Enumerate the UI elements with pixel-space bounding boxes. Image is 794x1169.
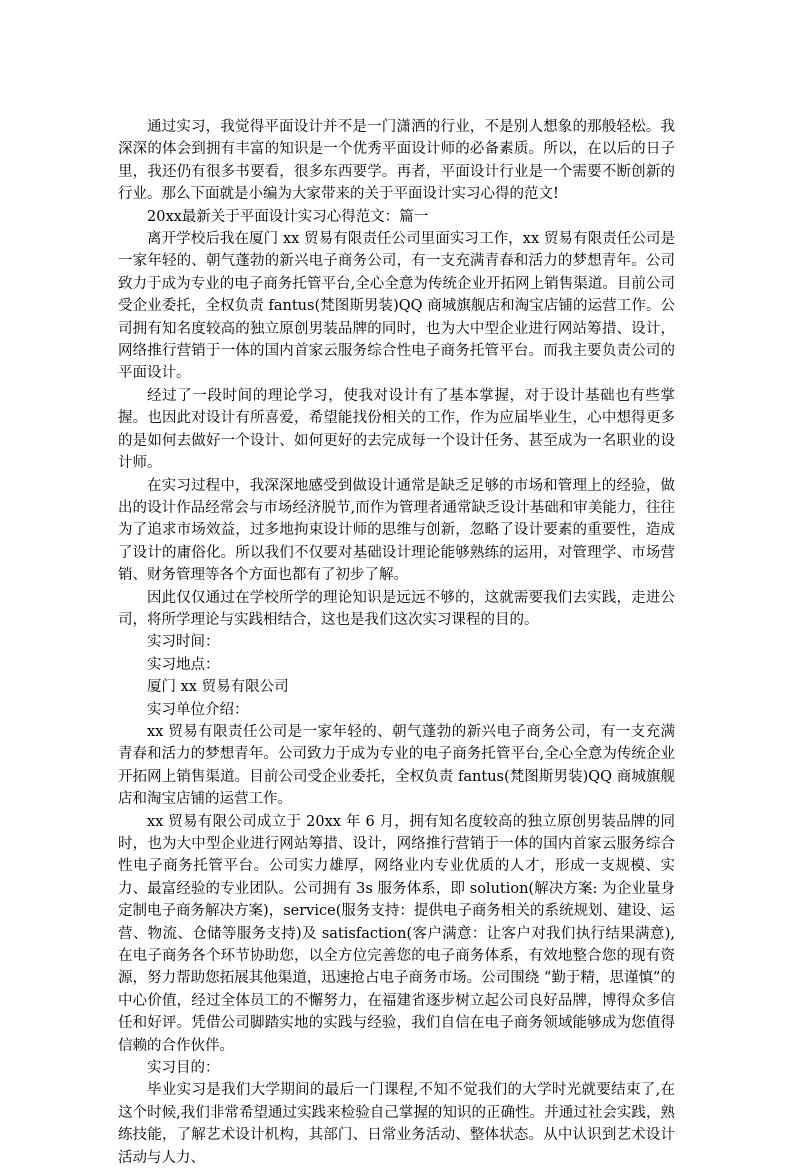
paragraph-practice-purpose: 因此仅仅通过在学校所学的理论知识是远远不够的，这就需要我们去实践，走进公司，将所学理论与实践相结合，这也是我们这次实习课程的目的。 [118,589,675,628]
label-internship-time: 实习时间： [147,634,220,651]
document-body [118,116,675,1169]
paragraph-company-history: xx 贸易有限公司成立于 20xx 年 6 月，拥有知名度较高的独立原创男装品牌的同时，也为大中型企业进行网站筹措、设计，网络推行营销于一体的国内首家云服务综合性电子商务托管平台。公司实力雄厚，网络业内专业优质的人才，形成一支规模、实力、最富经验的专业团队。公司拥有 3s 服务体系，即 solution(解决方案: 为企业量身定制电子商务解决方案)，service(服务支持：提供电子商务相关的系统规划、建设、运营、物流、仓储等服务支持)及 satisfaction(客户满意：让客户对我们执行结果满意),在电子商务各个环节协助您，以全方位完善您的电子商务体系，有效地整合您的现有资源，努力帮助您拓展其他渠道，迅速抢占电子商务市场。公司围绕 “勤于精，思谨慎”的中心价值，经过全体员工的不懈努力，在福建省逐步树立起公司良好品牌，博得众多信任和好评。凭借公司脚踏实地的实践与经验，我们自信在电子商务领域能够成为您值得信赖的合作伙伴。 [118,813,675,1054]
paragraph-article-title: 20xx最新关于平面设计实习心得范文：篇一 [147,208,429,225]
value-internship-location: 厦门 xx 贸易有限公司 [147,679,289,696]
paragraph-internship-process: 在实习过程中，我深深地感受到做设计通常是缺乏足够的市场和管理上的经验，做出的设计作品经常会与市场经济脱节,而作为管理者通常缺乏设计基础和审美能力，往往为了追求市场效益，过多地拘束设计师的思维与创新，忽略了设计要素的重要性，造成了设计的庸俗化。所以我们不仅要对基础设计理论能够熟练的运用，对管理学、市场营销、财务管理等各个方面也都有了初步了解。 [118,477,675,584]
paragraph-unit-introduction: xx 贸易有限责任公司是一家年轻的、朝气蓬勃的新兴电子商务公司，有一支充满青春和活力的梦想青年。公司致力于成为专业的电子商务托管平台,全心全意为传统企业开拓网上销售渠道。目前公司受企业委托，全权负责 fantus(梵图斯男装)QQ 商城旗舰店和淘宝店铺的运营工作。 [118,723,675,808]
label-unit-introduction: 实习单位介绍： [147,701,249,718]
label-internship-location: 实习地点： [147,656,220,673]
paragraph-intro: 通过实习，我觉得平面设计并不是一门潇洒的行业，不是别人想象的那般轻松。我深深的体会到拥有丰富的知识是一个优秀平面设计师的必备素质。所以，在以后的日子里，我还仍有很多书要看，很多东西要学。再者，平面设计行业是一个需要不断创新的行业。那么下面就是小编为大家带来的关于平面设计实习心得的范文! [118,119,675,203]
paragraph-theory-study: 经过了一段时间的理论学习，使我对设计有了基本掌握，对于设计基础也有些掌握。也因此对设计有所喜爱，希望能找份相关的工作，作为应届毕业生，心中想得更多的是如何去做好一个设计、如何更好的去完成每一个设计任务、甚至成为一名职业的设计师。 [118,387,675,472]
label-internship-goal: 实习目的： [147,1060,220,1077]
paragraph-company-intro: 离开学校后我在厦门 xx 贸易有限责任公司里面实习工作，xx 贸易有限责任公司是一家年轻的、朝气蓬勃的新兴电子商务公司，有一支充满青春和活力的梦想青年。公司致力于成为专业的电子商务托管平台,全心全意为传统企业开拓网上销售渠道。目前公司受企业委托，全权负责 fantus(梵图斯男装)QQ 商城旗舰店和淘宝店铺的运营工作。公司拥有知名度较高的独立原创男装品牌的同时，也为大中型企业进行网站筹措、设计，网络推行营销于一体的国内首家云服务综合性电子商务托管平台。而我主要负责公司的平面设计。 [118,231,675,382]
paragraph-internship-goal: 毕业实习是我们大学期间的最后一门课程,不知不觉我们的大学时光就要结束了,在这个时候,我们非常希望通过实践来检验自己掌握的知识的正确性。并通过社会实践，熟练技能，了解艺术设计机构，其部门、日常业务活动、整体状态。从中认识到艺术设计活动与人力、 [118,1082,675,1166]
